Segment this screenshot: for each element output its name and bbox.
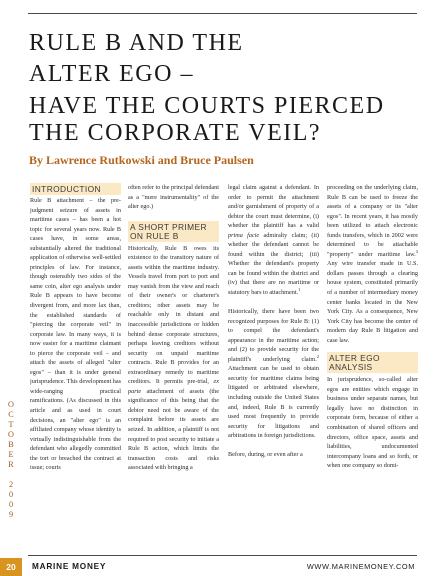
paragraph: In jurisprudence, so-called alter egos are entities which engage in business under separate names, but legally have no distinction in corporate form, because of either a combination of shared officers and directors, office space, assets and liabilities, undocumented intercompany loans and so forth, or when one company so domi- xyxy=(327,376,418,470)
section-heading-introduction: INTRODUCTION xyxy=(30,183,121,195)
headline-line-3: HAVE THE COURTS PIERCED xyxy=(29,93,385,119)
date-digit: 0 xyxy=(8,490,14,499)
footnote-ref[interactable]: 1 xyxy=(298,286,301,292)
paragraph-gap xyxy=(228,298,319,308)
section-heading-primer xyxy=(128,221,219,242)
date-letter: O xyxy=(8,400,14,409)
byline: By Lawrence Rutkowski and Bruce Paulsen xyxy=(29,153,254,167)
text-run: legal claim against a defendant. In order to permit the attachment and/or garnishment of property of a debtor the court must determine, (i) whether the plaintiff has a valid xyxy=(228,184,319,230)
footer-rule xyxy=(28,555,417,556)
date-letter: O xyxy=(8,430,14,439)
section-heading-primer-line-1: A SHORT PRIMER xyxy=(130,221,207,232)
date-digit: 0 xyxy=(8,500,14,509)
section-heading-primer-line-2: ON RULE B xyxy=(130,230,179,241)
text-run: admiralty claim; (ii) whether the defendant cannot be found within the district; (iii) Whether the defendant's property can be found within the district and (iv) that there are no maritime or statutory bars to attachment. xyxy=(228,231,319,297)
paragraph: Rule B attachment – the pre-judgment seizure of assets in maritime cases – has been a hot topic for several years now. Rule B cases have, in some areas, substantially altered the traditional application of otherwise well-settled principles of law. For instance, though ostensibly two sides of the same coin, alter ego analysis under Rule B appears to have become divergent from, and more lax than, the established standards of "piercing the corporate veil" in corporate law. In many ways, it is now easier for a maritime claimant to pierce the corporate veil – and attach the assets of alleged "alter egos" – than it is under general jurisprudence. This development has wide-ranging practical ramifications. (As discussed in this article and as used in court decisions, an "alter ego" is an affiliated company whose identity is virtually indistinguishable from the defendant who allegedly committed the tort or breached the contract at issue; courts xyxy=(30,197,121,472)
section-heading-alter-ego xyxy=(327,352,418,373)
text-run: Historically, Rule B owes its existence to the transitory nature of assets within the maritime industry. Vessels travel from port to port and may vanish from the view and reach of their owner's or charterer's creditors; other assets may be reachable only in distant and inaccessible jurisdictions or hidden behind dense corporate structures, perhaps leaving creditors without security on unpaid maritime contracts. Rule B provides for an extraordinary remedy to maritime creditors. It permits pre-trial, xyxy=(128,244,219,386)
article-column-3 xyxy=(228,183,319,460)
issue-date-vertical xyxy=(5,400,17,520)
top-rule xyxy=(28,13,417,14)
paragraph xyxy=(327,183,418,345)
article-column-1 xyxy=(30,183,121,473)
section-heading-alter-ego-line-1: ALTER EGO xyxy=(329,353,380,364)
paragraph xyxy=(228,307,319,441)
section-heading-alter-ego-line-2: ANALYSIS xyxy=(329,362,373,373)
website-link[interactable]: WWW.MARINEMONEY.COM xyxy=(306,562,415,571)
paragraph: often refer to the principal defendant as a "mere instrumentality" of the alter ego.) xyxy=(128,184,219,211)
date-letter: E xyxy=(8,450,14,459)
text-run: Historically, there have been two recognized purposes for Rule B: (1) to compel the defendant's appearance in the maritime action; and (2) to provide security for the plaintiff's underlying claim. xyxy=(228,308,319,363)
italic-text: ex parte xyxy=(128,378,219,395)
paragraph-gap xyxy=(228,441,319,451)
date-letter: R xyxy=(8,460,14,469)
article-column-2 xyxy=(128,183,219,473)
article-column-4 xyxy=(327,183,418,471)
date-spacer xyxy=(5,470,17,480)
date-digit: 9 xyxy=(8,510,14,519)
headline-line-4: THE CORPORATE VEIL? xyxy=(29,120,322,146)
text-run: Any wire transfer made in U.S. dollars passes through a clearing house system, constituted primarily of a number of intermediary money center banks located in the New York City. As a consequence, New York City has become the center of modern day Rule B litigation and case law. xyxy=(327,260,418,344)
text-run: Attachment can be used to obtain security for maritime claims being litigated or arbitrated elsewhere, including outside the United States and, indeed, Rule B is currently used most frequently to provide security for litigations and arbitrations in foreign jurisdictions. xyxy=(228,365,319,440)
footnote-ref[interactable]: 2 xyxy=(316,353,319,359)
paragraph xyxy=(228,183,319,298)
date-letter: B xyxy=(8,440,14,449)
date-digit: 2 xyxy=(8,480,14,489)
headline-line-2: ALTER EGO – xyxy=(29,61,194,87)
page-number: 20 xyxy=(0,558,22,576)
date-letter: C xyxy=(8,410,14,419)
date-letter: T xyxy=(8,420,14,429)
publication-name: MARINE MONEY xyxy=(32,562,107,571)
italic-text: prima facie xyxy=(228,231,260,239)
headline-line-1: RULE B AND THE xyxy=(29,30,244,56)
footnote-ref[interactable]: 3 xyxy=(415,248,418,254)
text-run: attachment of assets (the significance of this being that the debtor need not be aware of the complaint before its assets are seized. In addition, a plaintiff is not required to post security to initiate a Rule B action, which limits the transaction costs and risks associated with bringing a xyxy=(128,387,219,472)
paragraph: Before, during, or even after a xyxy=(228,451,303,459)
text-run: proceeding on the underlying claim, Rule B can be used to freeze the assets of a company or its "alter egos". In recent years, it has mostly been utilized to attach electronic funds transfers, which in 2002 were determined to be attachable "property" under maritime law. xyxy=(327,184,418,258)
paragraph xyxy=(128,244,219,473)
